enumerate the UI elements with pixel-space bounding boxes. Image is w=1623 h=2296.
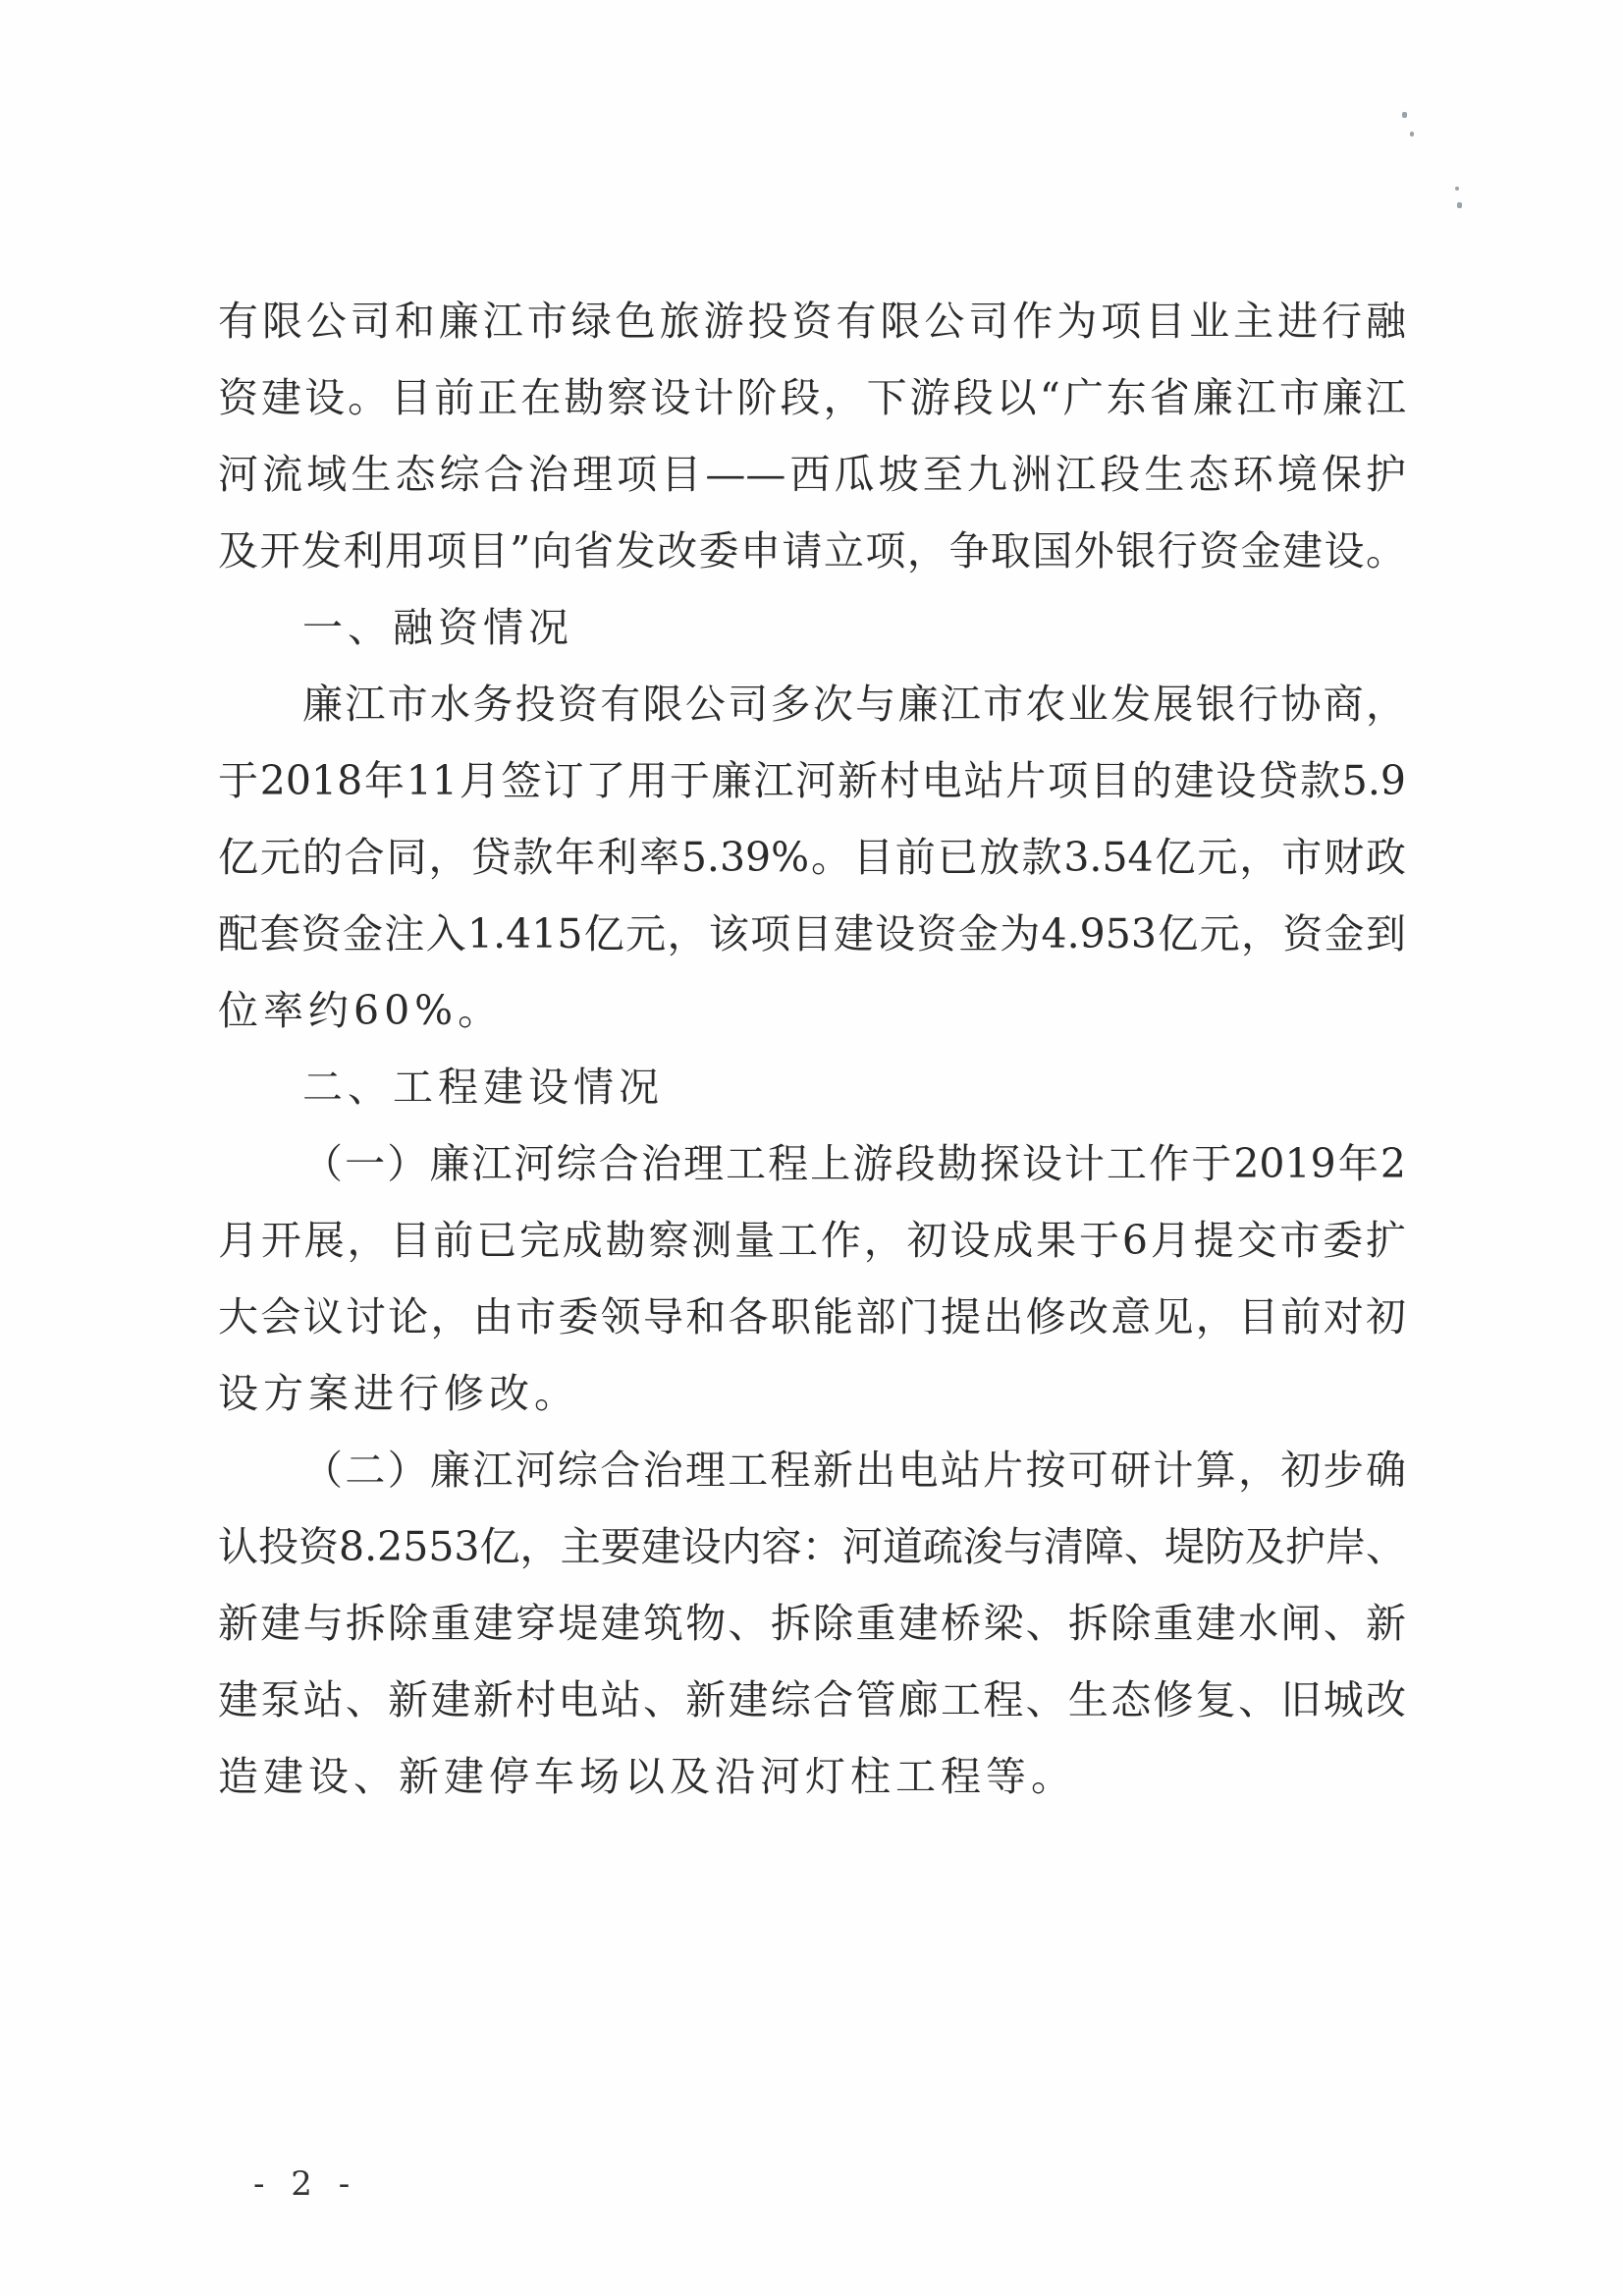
text-line: 认投资8.2553亿，主要建设内容：河道疏浚与清障、堤防及护岸、 [218,1523,1406,1570]
text-line: 河流域生态综合治理项目——西瓜坡至九洲江段生态环境保护 [218,451,1406,498]
text-line: 于2018年11月签订了用于廉江河新村电站片项目的建设贷款5.9 [218,757,1406,804]
text-line: 有限公司和廉江市绿色旅游投资有限公司作为项目业主进行融 [218,298,1406,345]
scan-speck [1402,112,1407,118]
section-heading-construction: 二、工程建设情况 [302,1064,664,1111]
text-line: 及开发利用项目”向省发改委申请立项，争取国外银行资金建设。 [218,527,1406,574]
text-line: 配套资金注入1.415亿元，该项目建设资金为4.953亿元，资金到 [218,910,1406,957]
text-line: 位率约60%。 [218,987,504,1034]
text-line: （一）廉江河综合治理工程上游段勘探设计工作于2019年2 [302,1140,1406,1187]
text-line: 设方案进行修改。 [218,1370,579,1417]
text-line: 廉江市水务投资有限公司多次与廉江市农业发展银行协商， [302,681,1406,728]
scan-speck [1457,202,1462,208]
text-line: 新建与拆除重建穿堤建筑物、拆除重建桥梁、拆除重建水闸、新 [218,1600,1406,1647]
text-line: 大会议讨论，由市委领导和各职能部门提出修改意见，目前对初 [218,1293,1406,1340]
text-line: （二）廉江河综合治理工程新出电站片按可研计算，初步确 [302,1447,1406,1494]
scan-speck [1410,132,1414,137]
section-heading-financing: 一、融资情况 [302,604,573,651]
text-line: 造建设、新建停车场以及沿河灯柱工程等。 [218,1753,1076,1800]
body-text [218,283,1406,1815]
text-line: 建泵站、新建新村电站、新建综合管廊工程、生态修复、旧城改 [218,1676,1406,1723]
scan-speck [1455,187,1459,191]
text-line: 资建设。目前正在勘察设计阶段，下游段以“广东省廉江市廉江 [218,374,1406,421]
page-number: - 2 - [253,2164,358,2204]
text-line: 亿元的合同，贷款年利率5.39%。目前已放款3.54亿元，市财政 [218,834,1406,881]
text-line: 月开展，目前已完成勘察测量工作，初设成果于6月提交市委扩 [218,1217,1406,1264]
